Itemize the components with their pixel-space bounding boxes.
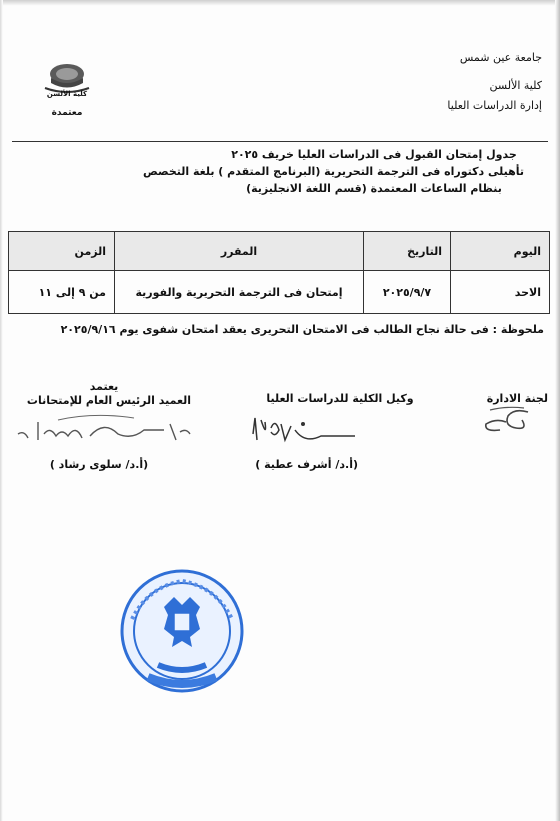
official-stamp	[118, 567, 246, 695]
table-row	[9, 271, 550, 314]
header-divider	[12, 141, 548, 142]
header-time: الزمن	[9, 232, 115, 271]
dean-title: العميد الرئيس العام للإمتحانات	[26, 394, 192, 407]
dean-name: (أ.د/ سلوى رشاد )	[49, 458, 149, 471]
stamp-eagle-icon	[118, 567, 246, 695]
title-line-1: جدول إمتحان القبول فى الدراسات العليا خريف ٢٠٢٥	[231, 148, 517, 161]
oral-exam-note: ملحوظة : فى حالة نجاح الطالب فى الامتحان التحريرى يعقد امتحان شفوى يوم ٢٠٢٥/٩/١٦	[60, 323, 544, 336]
committee-signature-icon	[476, 402, 540, 442]
vice-dean-name: (أ.د/ أشرف عطية )	[255, 458, 358, 471]
logo-caption: كلية الألسن	[46, 90, 88, 98]
title-line-2: تأهيلى دكتوراه فى الترجمة التحريرية (البرنامج المتقدم ) بلغة التخصص	[142, 165, 524, 178]
cell-date: ٢٠٢٥/٩/٧	[364, 271, 451, 314]
cell-course: إمتحان فى الترجمة التحريرية والفورية	[115, 271, 364, 314]
header-day: اليوم	[451, 232, 550, 271]
institution-header	[447, 48, 542, 116]
vice-dean-title: وكيل الكلية للدراسات العليا	[266, 392, 414, 405]
exam-title-block	[142, 146, 524, 197]
page-edge-shadow	[0, 0, 560, 6]
faculty-logo	[32, 58, 102, 128]
department-name: إدارة الدراسات العليا	[447, 99, 542, 112]
committee-title: لجنة الادارة	[486, 392, 548, 405]
faculty-name: كلية الألسن	[489, 79, 542, 92]
page-edge-shadow	[0, 0, 3, 821]
table-header-row	[9, 232, 550, 271]
accreditation-label: معتمدة	[51, 108, 83, 118]
header-date: التاريخ	[364, 232, 451, 271]
cell-time: من ٩ إلى ١١	[9, 271, 115, 314]
approve-label: يعتمد	[89, 380, 119, 393]
dean-signature-icon	[14, 410, 194, 450]
cell-day: الاحد	[451, 271, 550, 314]
page-edge-shadow	[555, 0, 560, 821]
header-course: المقرر	[115, 232, 364, 271]
vice-dean-signature-icon	[245, 410, 365, 450]
exam-schedule-table	[8, 231, 550, 314]
university-name: جامعة عين شمس	[459, 51, 542, 64]
title-line-3: بنظام الساعات المعتمدة (قسم اللغة الانجليزية)	[246, 182, 502, 195]
